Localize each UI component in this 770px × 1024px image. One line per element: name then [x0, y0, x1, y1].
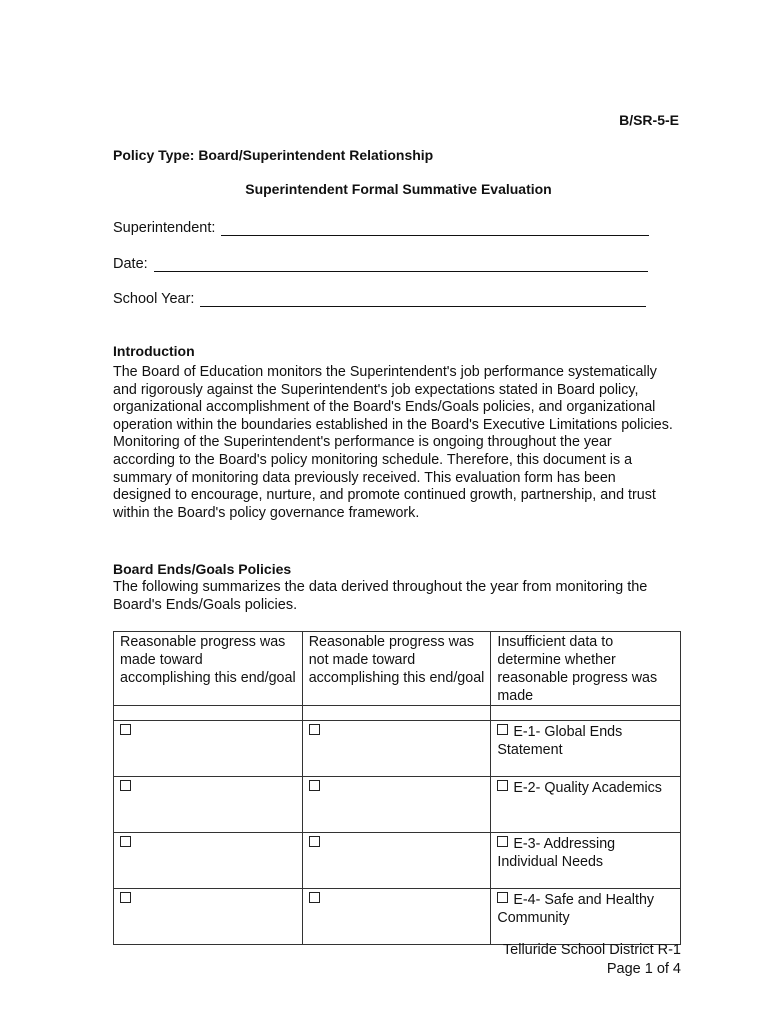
checkbox[interactable]: [120, 892, 131, 903]
table-spacer-row: [114, 706, 681, 721]
goal-label: E-2- Quality Academics: [513, 780, 662, 796]
policy-code: B/SR-5-E: [619, 112, 679, 128]
page-footer: [503, 941, 681, 979]
checkbox[interactable]: [309, 892, 320, 903]
goal-label: E-1- Global Ends Statement: [497, 724, 623, 758]
checkbox[interactable]: [120, 724, 131, 735]
checkbox[interactable]: [309, 836, 320, 847]
checkbox[interactable]: [497, 780, 508, 791]
superintendent-line[interactable]: [221, 221, 649, 236]
goal-label: E-4- Safe and Healthy Community: [497, 892, 655, 926]
superintendent-label: Superintendent:: [113, 220, 216, 236]
district-name: Telluride School District R-1: [502, 942, 681, 958]
table-header-row: [114, 632, 681, 706]
school-year-label: School Year:: [113, 291, 195, 307]
goals-table: [113, 631, 681, 945]
checkbox[interactable]: [497, 724, 508, 735]
goal-label: E-3- Addressing Individual Needs: [497, 836, 616, 870]
checkbox[interactable]: [497, 836, 508, 847]
column-header: Reasonable progress was not made toward accomplishing this end/goal: [302, 632, 491, 706]
column-header: Insufficient data to determine whether reasonable progress was made: [491, 632, 681, 706]
table-row: [114, 721, 681, 777]
school-year-field: [113, 291, 646, 307]
checkbox[interactable]: [120, 836, 131, 847]
checkbox[interactable]: [309, 780, 320, 791]
page-title: Superintendent Formal Summative Evaluation: [245, 181, 552, 197]
table-row: [114, 777, 681, 833]
introduction-text: The Board of Education monitors the Superintendent's job performance systematically and rigorously against the Superintendent's job expectations stated in Board policy, organizational accomplishment of the Board's Ends/Goals policies, and organizational operation within the boundaries established in the Board's Executive Limitations policies. Monitoring of the Superintendent's performance is ongoing throughout the year according to the Board's policy monitoring schedule. Therefore, this document is a summary of monitoring data previously received. This evaluation form has been designed to encourage, nurture, and promote continued growth, partnership, and trust within the Board's policy governance framework.: [113, 364, 673, 521]
column-header: Reasonable progress was made toward accomplishing this end/goal: [114, 632, 303, 706]
date-label: Date:: [113, 256, 148, 272]
table-row: [114, 833, 681, 889]
date-field: [113, 256, 648, 272]
date-line[interactable]: [154, 257, 648, 272]
goals-heading: Board Ends/Goals Policies: [113, 561, 292, 577]
checkbox[interactable]: [120, 780, 131, 791]
page-number: Page 1 of 4: [606, 961, 681, 977]
checkbox[interactable]: [309, 724, 320, 735]
superintendent-field: [113, 220, 649, 236]
policy-type: Policy Type: Board/Superintendent Relationship: [113, 147, 434, 163]
checkbox[interactable]: [497, 892, 508, 903]
goals-text: The following summarizes the data derived throughout the year from monitoring the Board's Ends/Goals policies.: [113, 579, 648, 613]
school-year-line[interactable]: [200, 292, 646, 307]
introduction-heading: Introduction: [113, 343, 195, 359]
table-row: [114, 889, 681, 945]
